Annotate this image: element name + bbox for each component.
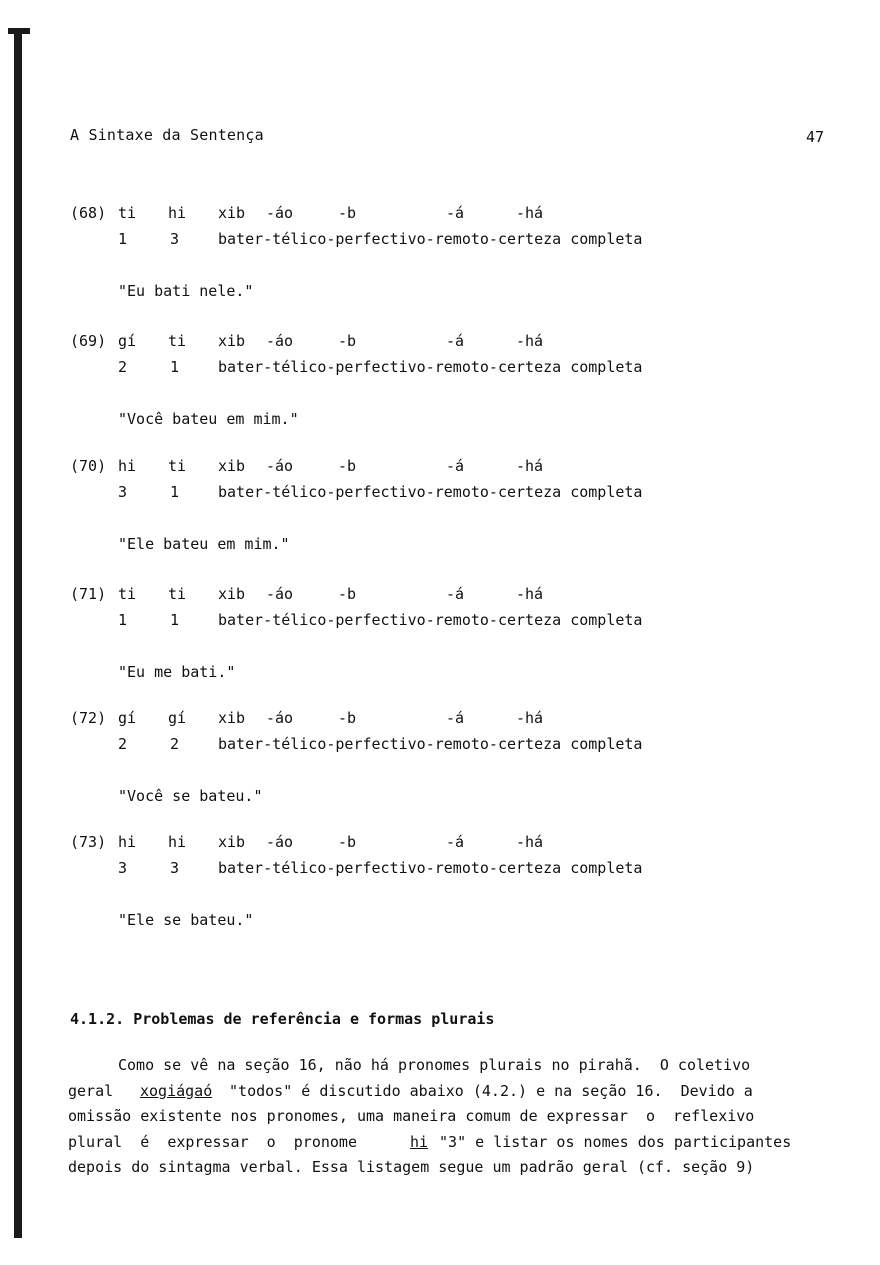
suffix-perfective: -b	[338, 457, 357, 475]
suffix-remote: -á	[446, 204, 465, 222]
example-number: (69)	[70, 332, 107, 350]
line-text: depois do sintagma verbal. Essa listagem segue um padrão geral (cf. seção 9)	[68, 1158, 755, 1176]
translation: "Ele se bateu."	[118, 911, 254, 929]
translation: "Você bateu em mim."	[118, 410, 299, 428]
line-text: Como se vê na seção 16, não há pronomes plurais no pirahã. O coletivo	[118, 1056, 751, 1074]
gloss-2: 2	[170, 735, 180, 753]
word-1: hi	[118, 833, 137, 851]
suffix-remote: -á	[446, 332, 465, 350]
word-1: hi	[118, 457, 137, 475]
word-2: gí	[168, 709, 187, 727]
paragraph-line-2	[70, 1082, 830, 1108]
suffix-perfective: -b	[338, 204, 357, 222]
example-number: (70)	[70, 457, 107, 475]
example-number: (73)	[70, 833, 107, 851]
gloss-2: 3	[170, 230, 180, 248]
suffix-remote: -á	[446, 457, 465, 475]
gloss-verb: bater-télico-perfectivo-remoto-certeza completa	[218, 611, 643, 629]
suffix-perfective: -b	[338, 585, 357, 603]
example-number: (72)	[70, 709, 107, 727]
word-1: gí	[118, 709, 137, 727]
word-verb-root: xib	[218, 709, 246, 727]
suffix-remote: -á	[446, 709, 465, 727]
gloss-1: 2	[118, 735, 128, 753]
gloss-1: 3	[118, 483, 128, 501]
suffix-perfective: -b	[338, 833, 357, 851]
word-1: ti	[118, 204, 137, 222]
paragraph-line-4	[70, 1133, 830, 1159]
line-text: "3" e listar os nomes dos participantes	[430, 1132, 792, 1151]
suffix-certainty: -há	[516, 204, 544, 222]
gloss-verb: bater-télico-perfectivo-remoto-certeza completa	[218, 358, 643, 376]
gloss-1: 1	[118, 230, 128, 248]
word-2: hi	[168, 204, 187, 222]
pirahã-term-xogiagao: xogiágaó	[140, 1081, 213, 1100]
word-1: ti	[118, 585, 137, 603]
word-2: hi	[168, 833, 187, 851]
suffix-telic: -áo	[266, 332, 294, 350]
paragraph-line-3	[70, 1107, 830, 1133]
suffix-certainty: -há	[516, 709, 544, 727]
word-2: ti	[168, 332, 187, 350]
translation: "Ele bateu em mim."	[118, 535, 290, 553]
gloss-verb: bater-télico-perfectivo-remoto-certeza completa	[218, 859, 643, 877]
suffix-remote: -á	[446, 585, 465, 603]
word-1: gí	[118, 332, 137, 350]
pirahã-term-hi: hi	[410, 1132, 429, 1151]
gloss-verb: bater-télico-perfectivo-remoto-certeza completa	[218, 230, 643, 248]
paragraph-line-1	[70, 1056, 830, 1082]
suffix-telic: -áo	[266, 585, 294, 603]
suffix-remote: -á	[446, 833, 465, 851]
suffix-certainty: -há	[516, 332, 544, 350]
section-paragraph	[70, 1056, 830, 1184]
gloss-2: 1	[170, 611, 180, 629]
gloss-verb: bater-télico-perfectivo-remoto-certeza completa	[218, 483, 643, 501]
word-2: ti	[168, 585, 187, 603]
suffix-certainty: -há	[516, 833, 544, 851]
gloss-1: 3	[118, 859, 128, 877]
word-verb-root: xib	[218, 833, 246, 851]
word-verb-root: xib	[218, 585, 246, 603]
line-text: omissão existente nos pronomes, uma maneira comum de expressar o reflexivo	[68, 1107, 755, 1125]
suffix-perfective: -b	[338, 332, 357, 350]
translation: "Eu bati nele."	[118, 282, 254, 300]
word-verb-root: xib	[218, 457, 246, 475]
paragraph-line-5	[70, 1158, 830, 1184]
gloss-2: 1	[170, 358, 180, 376]
translation: "Você se bateu."	[118, 787, 263, 805]
suffix-telic: -áo	[266, 457, 294, 475]
word-2: ti	[168, 457, 187, 475]
suffix-certainty: -há	[516, 585, 544, 603]
suffix-certainty: -há	[516, 457, 544, 475]
section-heading: 4.1.2. Problemas de referência e formas plurais	[70, 1010, 495, 1028]
line-text: plural é expressar o pronome	[68, 1132, 376, 1151]
running-title: A Sintaxe da Sentença	[70, 126, 264, 144]
suffix-perfective: -b	[338, 709, 357, 727]
suffix-telic: -áo	[266, 204, 294, 222]
translation: "Eu me bati."	[118, 663, 236, 681]
example-number: (71)	[70, 585, 107, 603]
word-verb-root: xib	[218, 204, 246, 222]
gloss-1: 1	[118, 611, 128, 629]
line-text: "todos" é discutido abaixo (4.2.) e na seção 16. Devido a	[220, 1081, 753, 1100]
page-binding-cap	[8, 28, 30, 34]
line-text: geral	[68, 1081, 123, 1100]
gloss-2: 1	[170, 483, 180, 501]
page-number: 47	[806, 128, 825, 146]
gloss-2: 3	[170, 859, 180, 877]
word-verb-root: xib	[218, 332, 246, 350]
gloss-verb: bater-télico-perfectivo-remoto-certeza completa	[218, 735, 643, 753]
suffix-telic: -áo	[266, 833, 294, 851]
example-number: (68)	[70, 204, 107, 222]
page-binding-edge	[14, 28, 22, 1238]
suffix-telic: -áo	[266, 709, 294, 727]
gloss-1: 2	[118, 358, 128, 376]
